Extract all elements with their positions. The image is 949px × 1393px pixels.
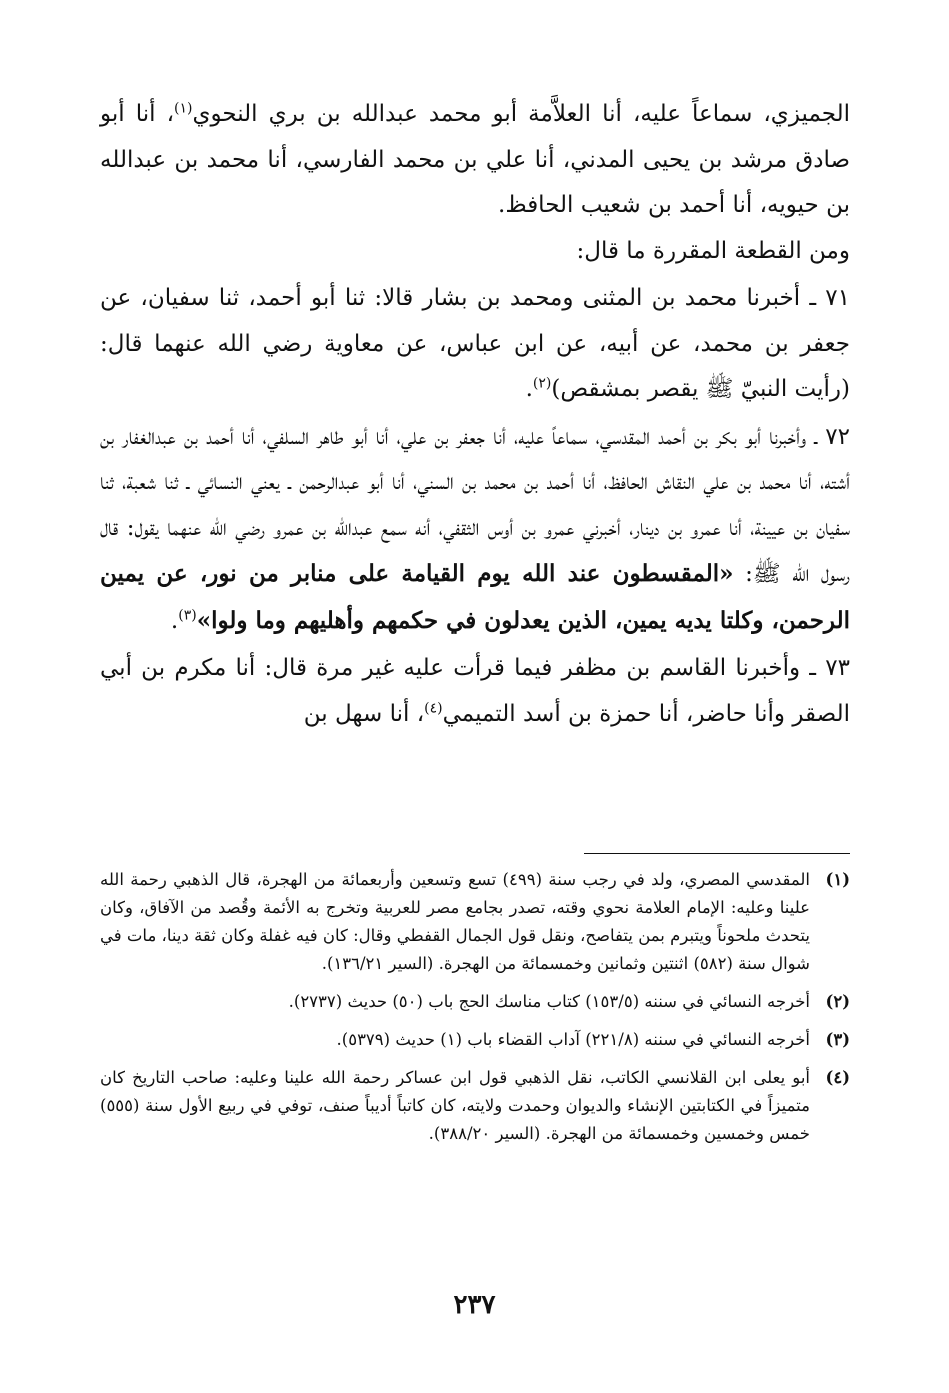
paragraph-1-text: الجميزي، سماعاً عليه، أنا العلاَّمة أبو محمد عبدالله بن بري النحوي (192, 101, 850, 127)
footnote-3 (100, 1026, 850, 1054)
footnote-text: المقدسي المصري، ولد في رجب سنة (٤٩٩) تسع وتسعين وأربعمائة من الهجرة، قال الذهبي رحمة الله علينا وعليه: الإمام العلامة نحوي وقته، تصدر بجامع مصر للعربية وتخرج به الأئمة وقُصد من الآفاق، وكان يتحدث ملحوناً ويتبرم بمن يتفاصح، ونقل قول الجمال القفطي وقال: كان فيه غفلة وكان ثقة دينا، مات في شوال سنة (٥٨٢) اثنتين وثمانين وخمسمائة من الهجرة. (السير ١٣٦/٢١). (100, 870, 811, 973)
hadith-73-text: ٧٣ ـ وأخبرنا القاسم بن مظفر فيما قرأت عليه غير مرة قال: أنا مكرم بن أبي الصقر وأنا حاضر، أنا حمزة بن أسد التميمي (100, 655, 850, 727)
paragraph-1 (100, 92, 850, 229)
footnote-ref-3[interactable]: (٣) (178, 606, 197, 623)
hadith-71-text: ٧١ ـ أخبرنا محمد بن المثنى ومحمد بن بشار قالا: ثنا أبو أحمد، ثنا سفيان، عن جعفر بن محمد، عن أبيه، عن ابن عباس، عن معاوية رضي الله عنهما قال: (رأيت النبيّ ﷺ يقصر بمشقص) (100, 285, 850, 402)
footnote-text: أخرجه النسائي في سننه (١٥٣/٥) كتاب مناسك الحج باب (٥٠) حديث (٢٧٣٧). (288, 992, 810, 1011)
hadith-71-end: . (525, 376, 533, 402)
footnote-4 (100, 1064, 850, 1148)
footnote-2 (100, 988, 850, 1016)
footnote-number: (٤) (825, 1068, 850, 1087)
hadith-72-quote: «المقسطون عند الله يوم القيامة على منابر من نور، عن يمين الرحمن، وكلتا يديه يمين، الذين يعدلون في حكمهم وأهليهم وما ولوا» (100, 560, 850, 634)
footnote-number: (١) (825, 870, 850, 889)
footnote-text: أبو يعلى ابن القلانسي الكاتب، نقل الذهبي قول ابن عساكر رحمة الله علينا وعليه: صاحب التاريخ كان متميزاً في الكتابتين الإنشاء والديوان وحمدت ولايته، كان كاتباً أديباً صنف، توفي في ربيع الأول سنة (٥٥٥) خمس وخمسين وخمسمائة من الهجرة. (السير ٣٨٨/٢٠). (100, 1068, 810, 1143)
footnote-ref-4[interactable]: (٤) (424, 699, 443, 716)
hadith-73 (100, 646, 850, 737)
footnote-separator (584, 853, 850, 854)
footnote-number: (٢) (825, 992, 850, 1011)
footnote-number: (٣) (825, 1030, 850, 1049)
footnote-1 (100, 866, 850, 978)
hadith-72-end: . (170, 607, 179, 634)
hadith-72 (100, 415, 850, 645)
hadith-73-text-cont: ، أنا سهل بن (303, 700, 425, 727)
footnote-text: أخرجه النسائي في سننه (٢٢١/٨) آداب القضاء باب (١) حديث (٥٣٧٩). (336, 1030, 810, 1049)
page-number: ٢٣٧ (453, 1290, 496, 1320)
paragraph-1-text-cont: ، أنا أبو صادق مرشد بن يحيى المدني، أنا علي بن محمد الفارسي، أنا محمد بن عبدالله بن حيويه، أنا أحمد بن شعيب الحافظ. (100, 101, 850, 218)
hadith-71 (100, 276, 850, 413)
paragraph-2: ومن القطعة المقررة ما قال: (576, 237, 850, 264)
footnote-ref-2[interactable]: (٢) (532, 375, 552, 392)
footnote-ref-1[interactable]: (١) (174, 100, 193, 117)
main-text (100, 92, 850, 737)
footnotes (100, 866, 850, 1158)
hadith-72-text: ٧٢ ـ وأخبرنا أبو بكر بن أحمد المقدسي، سماعاً عليه، أنا جعفر بن علي، أنا أبو طاهر السلفي، أنا أحمد بن عبدالغفار بن أشته، أنا محمد بن علي النقاش الحافظ، أنا أحمد بن محمد بن السني، أنا أبو عبدالرحمن ـ يعني النسائي ـ ثنا شعبة، ثنا سفيان بن عيينة، أنا عمرو بن دينار، أخبرني عمرو بن أوس الثقفي، أنه سمع عبدالله بن عمرو رضي الله عنهما يقول: قال رسول الله ﷺ: (100, 423, 850, 587)
